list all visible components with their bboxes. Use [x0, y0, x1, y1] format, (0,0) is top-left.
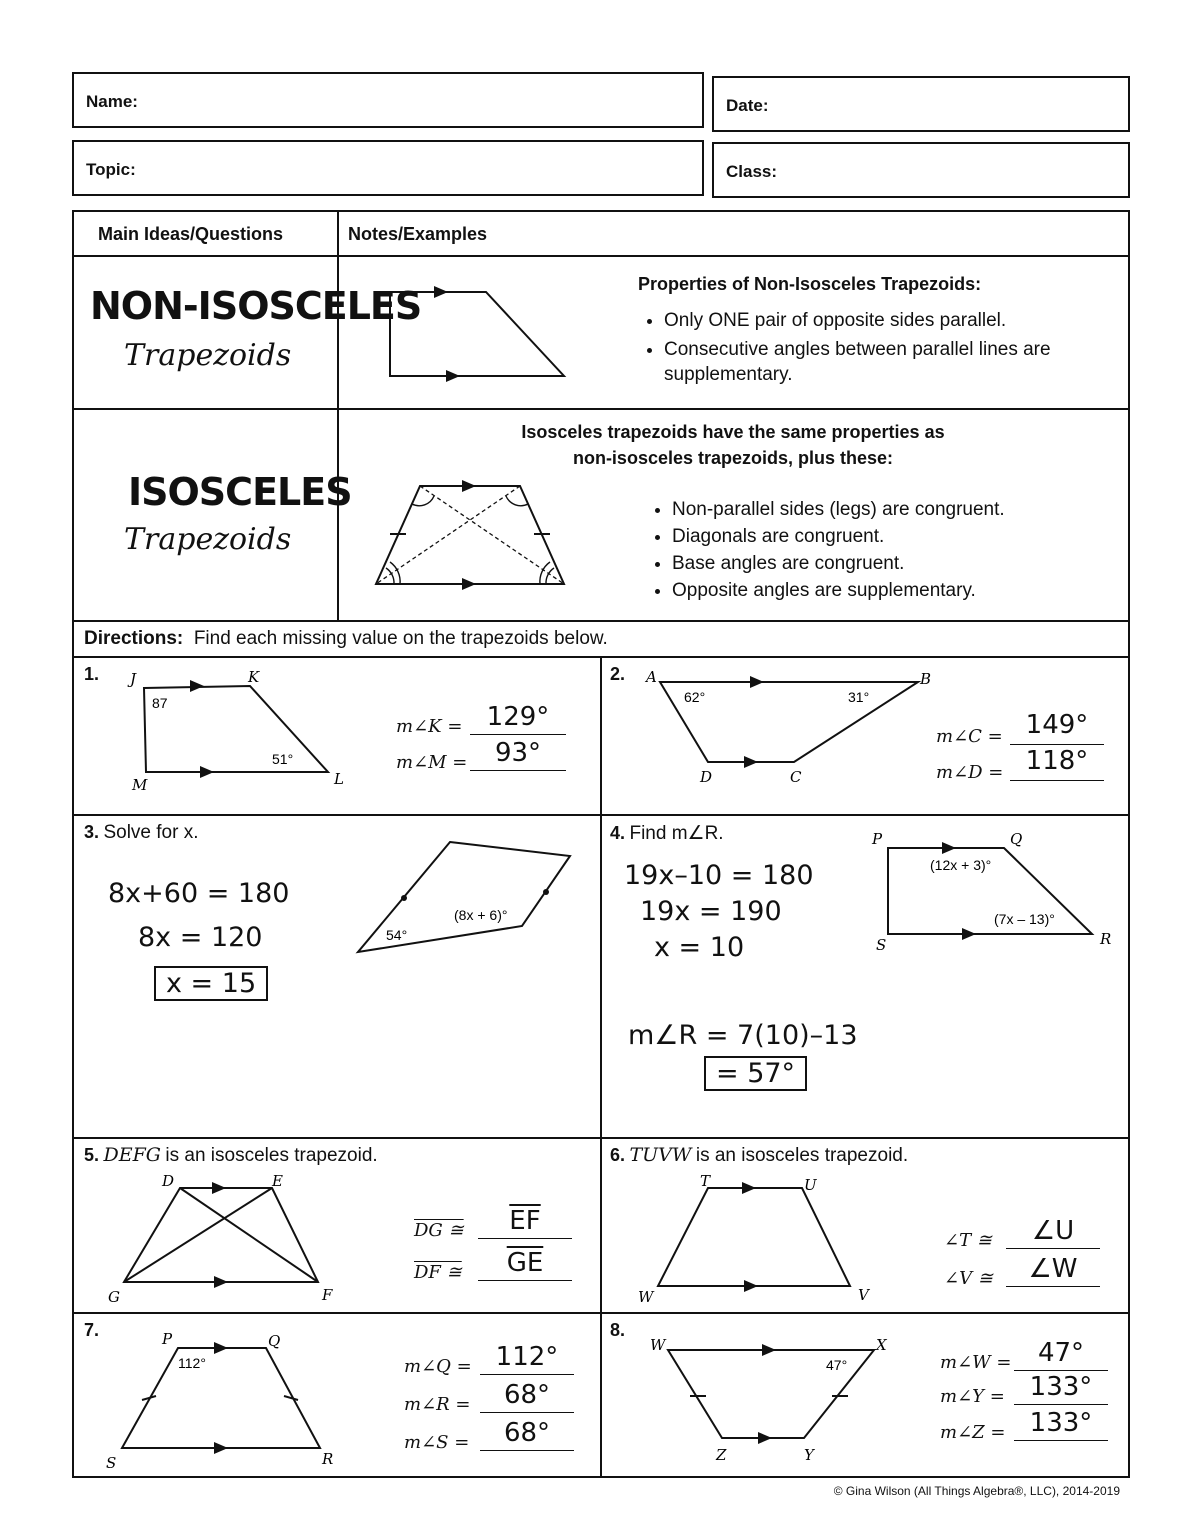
p2-angle-a: 62° — [684, 689, 706, 705]
problem-6-name: TUVW — [629, 1144, 692, 1166]
list-item: • Opposite angles are supplementary. — [672, 577, 1142, 604]
non-isosceles-props — [638, 308, 1134, 391]
p6-a2: ∠W — [1028, 1254, 1078, 1284]
p2-label-d: D — [700, 768, 713, 786]
directions — [84, 628, 608, 650]
p1-label-l: L — [334, 770, 344, 788]
problem-1-figure — [114, 664, 414, 804]
p8-a1: 47° — [1037, 1338, 1085, 1368]
class-label: Class: — [726, 162, 778, 181]
p1-angle-l: 51° — [272, 751, 294, 767]
p4-label-s: S — [876, 936, 887, 954]
topic-label: Topic: — [86, 160, 136, 179]
isosceles-title: ISOSCELES — [128, 470, 352, 514]
non-isosceles-trapezoid-figure — [374, 272, 584, 382]
p2-q2: m∠D = — [936, 762, 1004, 783]
date-label: Date: — [726, 96, 769, 115]
p7-angle-p: 112° — [178, 1355, 206, 1371]
list-item: • Non-parallel sides (legs) are congruent. — [672, 496, 1142, 523]
problem-3-number: 3. — [84, 822, 100, 842]
p5-label-f: F — [322, 1286, 333, 1304]
problem-6-figure — [630, 1170, 890, 1310]
isosceles-subtitle: Trapezoids — [124, 522, 292, 557]
p6-q1: ∠T ≅ — [944, 1230, 992, 1251]
p6-a1: ∠U — [1031, 1216, 1075, 1246]
p4-angle-p: (12x + 3)° — [930, 857, 992, 873]
isosceles-intro-2: non-isosceles trapezoids, plus these: — [572, 448, 894, 468]
p4-angle-r: (7x – 13)° — [994, 911, 1055, 927]
problem-4-text: Find m∠R. — [629, 823, 724, 844]
p8-angle-x: 47° — [826, 1357, 848, 1373]
col-main-ideas: Main Ideas/Questions — [98, 224, 284, 244]
p8-label-x: X — [876, 1336, 887, 1354]
problem-7-number: 7. — [84, 1320, 100, 1340]
directions-label: Directions: — [84, 628, 184, 649]
problem-4-header — [610, 822, 724, 845]
p1-q2: m∠M = — [396, 752, 468, 773]
p4-label-p: P — [872, 830, 883, 848]
p2-a1: 149° — [1025, 710, 1089, 740]
p5-a2: $\overline{GE}$ — [506, 1248, 544, 1278]
date-field[interactable] — [712, 76, 1130, 132]
p8-q1: m∠W = — [940, 1352, 1012, 1373]
p6-label-v: V — [858, 1286, 869, 1304]
problem-7-figure — [94, 1324, 394, 1474]
p4-work-3: x = 10 — [654, 932, 745, 963]
problem-5-header — [84, 1144, 378, 1167]
p2-label-a: A — [646, 668, 657, 686]
non-isosceles-title: NON-ISOSCELES — [90, 284, 422, 328]
name-field[interactable] — [72, 72, 704, 128]
p5-label-e: E — [272, 1172, 283, 1190]
directions-text: Find each missing value on the trapezoids below. — [193, 628, 608, 649]
p1-label-k: K — [248, 668, 260, 686]
problem-5-text: is an isosceles trapezoid. — [165, 1145, 378, 1166]
problem-6-header — [610, 1144, 908, 1167]
name-label: Name: — [86, 92, 138, 111]
p2-label-b: B — [920, 670, 932, 688]
non-isosceles-props-title: Properties of Non-Isosceles Trapezoids: — [638, 274, 982, 294]
p7-label-s: S — [106, 1454, 117, 1472]
p7-label-q: Q — [268, 1332, 281, 1350]
problem-4-number: 4. — [610, 823, 626, 843]
isosceles-trapezoid-figure — [370, 478, 576, 592]
copyright-footer: © Gina Wilson (All Things Algebra®, LLC), 2014-2019 — [833, 1484, 1120, 1498]
p3-angle-1: 54° — [386, 927, 408, 943]
problem-6-text: is an isosceles trapezoid. — [695, 1145, 909, 1166]
p5-q2: DF ≅ — [414, 1262, 462, 1283]
p6-label-u: U — [804, 1176, 817, 1194]
p7-label-p: P — [162, 1330, 173, 1348]
p7-label-r: R — [322, 1450, 334, 1468]
p1-q1: m∠K = — [396, 716, 463, 737]
p6-label-t: T — [700, 1172, 711, 1190]
p1-label-m: M — [132, 776, 148, 794]
isosceles-props — [646, 496, 1142, 604]
p3-answer: x = 15 — [154, 966, 268, 1001]
p7-a3: 68° — [503, 1418, 551, 1448]
p7-q2: m∠R = — [404, 1394, 471, 1415]
p5-a1: $\overline{EF}$ — [509, 1206, 541, 1236]
p8-label-y: Y — [804, 1446, 814, 1464]
p2-label-c: C — [790, 768, 802, 786]
p2-angle-b: 31° — [848, 689, 870, 705]
p4-label-r: R — [1100, 930, 1112, 948]
list-item: • Consecutive angles between parallel lines are supplementary. — [664, 337, 1134, 387]
p8-q3: m∠Z = — [940, 1422, 1006, 1443]
notes-table — [72, 210, 1130, 1478]
p1-angle-j: 87 — [152, 695, 168, 711]
problem-1-number: 1. — [84, 664, 100, 684]
problem-8-figure — [640, 1324, 930, 1474]
p8-a2: 133° — [1029, 1372, 1093, 1402]
problem-6-number: 6. — [610, 1145, 626, 1165]
p7-q3: m∠S = — [404, 1432, 470, 1453]
problem-3-figure — [350, 836, 580, 966]
p2-q1: m∠C = — [936, 726, 1003, 747]
problem-3-header — [84, 822, 199, 844]
p7-a2: 68° — [503, 1380, 551, 1410]
col-notes: Notes/Examples — [348, 224, 488, 244]
topic-field[interactable] — [72, 140, 704, 196]
p1-label-j: J — [130, 670, 137, 688]
p5-q1: DG ≅ — [414, 1220, 464, 1241]
p4-label-q: Q — [1010, 830, 1023, 848]
p2-a2: 118° — [1025, 746, 1089, 776]
p4-answer: = 57° — [704, 1056, 807, 1091]
p3-angle-2: (8x + 6)° — [454, 907, 508, 923]
isosceles-intro-1: Isosceles trapezoids have the same properties as — [521, 422, 945, 442]
p4-work-4: m∠R = 7(10)–13 — [628, 1020, 858, 1051]
p8-label-w: W — [650, 1336, 666, 1354]
p8-a3: 133° — [1029, 1408, 1093, 1438]
p1-a2: 93° — [494, 738, 542, 768]
p3-work-1: 8x+60 = 180 — [108, 878, 290, 909]
p5-label-d: D — [162, 1172, 175, 1190]
p3-work-2: 8x = 120 — [138, 922, 263, 953]
list-item: • Base angles are congruent. — [672, 550, 1142, 577]
problem-4-figure — [864, 826, 1124, 956]
class-field[interactable] — [712, 142, 1130, 198]
p4-work-1: 19x–10 = 180 — [624, 860, 814, 891]
problem-2-number: 2. — [610, 664, 626, 684]
p6-q2: ∠V ≅ — [944, 1268, 993, 1289]
problem-3-text: Solve for x. — [103, 822, 199, 843]
p4-work-2: 19x = 190 — [640, 896, 782, 927]
problem-5-number: 5. — [84, 1145, 100, 1165]
p8-label-z: Z — [716, 1446, 727, 1464]
p7-q1: m∠Q = — [404, 1356, 472, 1377]
p7-a1: 112° — [495, 1342, 559, 1372]
p6-label-w: W — [638, 1288, 654, 1306]
non-isosceles-subtitle: Trapezoids — [124, 338, 292, 373]
problem-8-number: 8. — [610, 1320, 626, 1340]
problem-5-figure — [94, 1170, 374, 1310]
p8-q2: m∠Y = — [940, 1386, 1005, 1407]
list-item: • Only ONE pair of opposite sides parallel. — [664, 308, 1134, 333]
problem-5-name: DEFG — [103, 1144, 161, 1166]
p1-a1: 129° — [486, 702, 550, 732]
problem-2-figure — [640, 664, 950, 804]
list-item: • Diagonals are congruent. — [672, 523, 1142, 550]
p5-label-g: G — [108, 1288, 120, 1306]
